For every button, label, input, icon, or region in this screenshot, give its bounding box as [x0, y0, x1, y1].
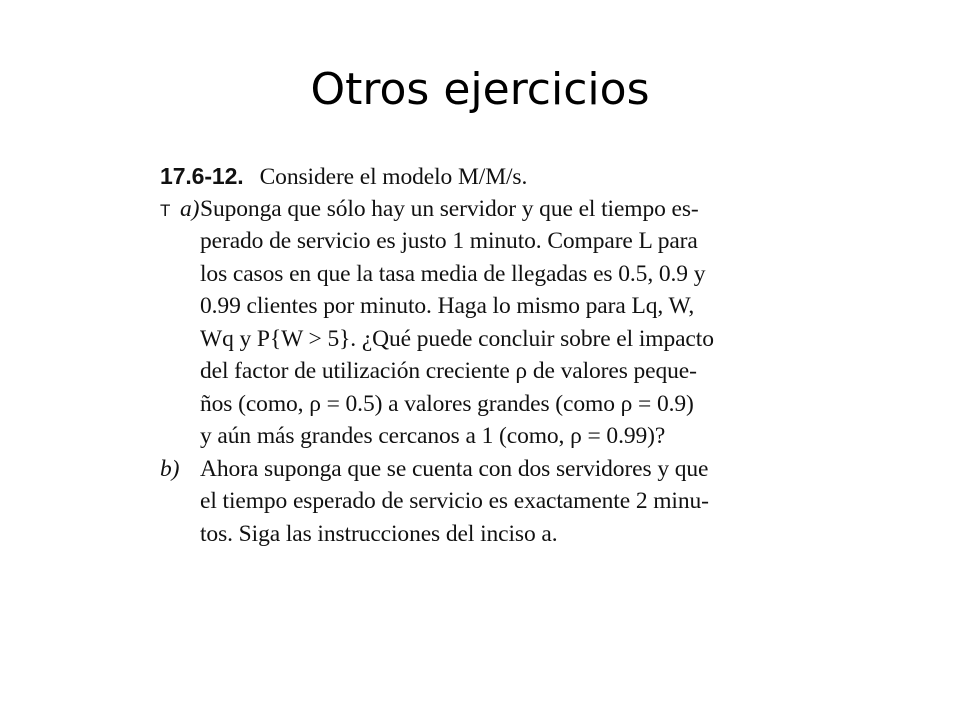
- part-a-text-1: Suponga que sólo hay un servidor y que el tiempo es-: [200, 195, 699, 222]
- exercise-scan: [160, 160, 790, 550]
- part-a-marker-t: T: [160, 200, 171, 220]
- part-a-line: [160, 420, 790, 453]
- part-a-line: [160, 290, 790, 323]
- part-a-marker: a): [180, 195, 200, 222]
- exercise-intro: Considere el modelo M/M/s.: [259, 164, 528, 190]
- part-a-text-3: los casos en que la tasa media de llegadas es 0.5, 0.9 y: [200, 260, 706, 287]
- part-b-text-3: tos. Siga las instrucciones del inciso a.: [200, 520, 558, 547]
- part-a-line: [160, 258, 790, 291]
- part-b-line: [160, 485, 790, 518]
- part-a-line: [160, 193, 790, 226]
- part-a-line: [160, 388, 790, 421]
- part-a-text-7: ños (como, ρ = 0.5) a valores grandes (como ρ = 0.9): [200, 390, 694, 417]
- part-a-text-2: perado de servicio es justo 1 minuto. Compare L para: [200, 228, 698, 254]
- slide-title: Otros ejercicios: [310, 64, 650, 115]
- part-a-text-5: Wq y P{W > 5}. ¿Qué puede concluir sobre el impacto: [200, 325, 714, 352]
- part-a-text-4: 0.99 clientes por minuto. Haga lo mismo para Lq, W,: [200, 293, 695, 319]
- part-b-marker: b): [160, 455, 180, 482]
- part-a-text-8: y aún más grandes cercanos a 1 (como, ρ = 0.99)?: [200, 423, 666, 449]
- exercise-number: 17.6-12.: [160, 163, 244, 189]
- exercise-header: [160, 160, 790, 193]
- part-a-line: [160, 323, 790, 356]
- part-a-line: [160, 225, 790, 258]
- part-a-line: [160, 355, 790, 388]
- part-b-text-2: el tiempo esperado de servicio es exactamente 2 minu-: [200, 488, 709, 514]
- part-b-line: [160, 518, 790, 551]
- part-b-line: [160, 453, 790, 486]
- part-a-text-6: del factor de utilización creciente ρ de valores peque-: [200, 358, 697, 384]
- part-b-text-1: Ahora suponga que se cuenta con dos servidores y que: [200, 455, 709, 482]
